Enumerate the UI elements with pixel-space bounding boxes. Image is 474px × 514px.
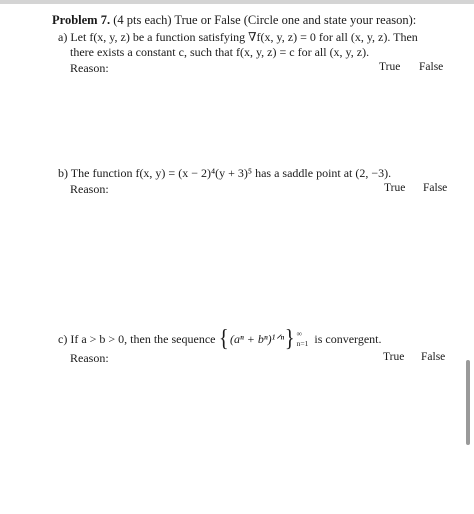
part-b-false-option[interactable]: False	[423, 182, 448, 194]
part-c-statement-end: is convergent.	[314, 331, 382, 346]
sequence-limits	[297, 329, 309, 349]
sequence-upper-limit: ∞	[296, 329, 303, 338]
part-a-reason-label: Reason:	[70, 61, 109, 75]
part-a-label: a)	[58, 30, 68, 44]
part-b-true-option[interactable]: True	[384, 182, 406, 194]
part-a-line1	[58, 30, 418, 45]
part-b-reason-label: Reason:	[70, 182, 109, 196]
problem-number: Problem 7.	[52, 13, 111, 27]
part-a-true-option[interactable]: True	[379, 61, 401, 73]
part-c-true-option[interactable]: True	[383, 351, 405, 363]
part-c-label: c)	[58, 331, 68, 346]
right-brace: }	[284, 326, 295, 352]
part-b-label: b)	[58, 166, 68, 180]
left-brace: {	[219, 326, 230, 352]
vertical-scrollbar[interactable]	[466, 360, 470, 445]
sequence-expression	[218, 327, 308, 351]
part-a-false-option[interactable]: False	[419, 61, 444, 73]
part-a-statement-line1: Let f(x, y, z) be a function satisfying ∇f(x, y, z) = 0 for all (x, y, z). Then	[70, 30, 418, 44]
part-a-statement-line2: there exists a constant c, such that f(x, y, z) = c for all (x, y, z).	[70, 45, 370, 59]
part-c-reason-label: Reason:	[70, 351, 109, 365]
part-b-line1	[58, 166, 391, 181]
problem-header	[52, 13, 416, 28]
sequence-lower-limit: n=1	[296, 339, 309, 348]
top-divider	[0, 0, 474, 4]
part-c-statement-start: If a > b > 0, then the sequence	[70, 331, 216, 346]
sequence-term: (aⁿ + bⁿ)¹ᐟⁿ	[230, 331, 285, 346]
part-c-line1	[58, 327, 382, 351]
part-c-false-option[interactable]: False	[421, 351, 446, 363]
problem-instructions: (4 pts each) True or False (Circle one and state your reason):	[113, 13, 417, 27]
part-b-statement: The function f(x, y) = (x − 2)⁴(y + 3)⁵ has a saddle point at (2, −3).	[70, 166, 392, 180]
